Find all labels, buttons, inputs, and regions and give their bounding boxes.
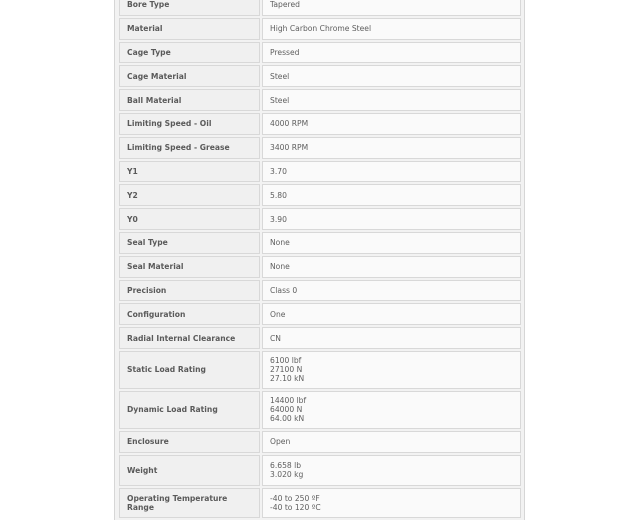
spec-value: [262, 89, 521, 111]
spec-value-line: 4000 RPM: [270, 119, 309, 129]
spec-value-line: 27.10 kN: [270, 374, 305, 384]
spec-value-line: 6.658 lb: [270, 461, 302, 471]
spec-label: Bore Type: [119, 0, 260, 16]
spec-value-line: Class 0: [270, 285, 298, 295]
spec-label: Material: [119, 18, 260, 40]
specifications-table: [117, 0, 523, 520]
spec-label: Y2: [119, 184, 260, 206]
spec-label: Operating Temperature Range: [119, 488, 260, 519]
spec-value-line: Open: [270, 437, 291, 447]
spec-value: [262, 42, 521, 64]
spec-value-line: One: [270, 309, 286, 319]
spec-value: [262, 303, 521, 325]
spec-label: Weight: [119, 455, 260, 486]
spec-label: Y1: [119, 161, 260, 183]
spec-value: [262, 256, 521, 278]
spec-label: Configuration: [119, 303, 260, 325]
spec-label: Precision: [119, 280, 260, 302]
spec-value-line: None: [270, 238, 290, 248]
spec-label: Cage Type: [119, 42, 260, 64]
spec-value: [262, 351, 521, 389]
spec-label: Dynamic Load Rating: [119, 391, 260, 429]
spec-value-line: CN: [270, 333, 281, 343]
spec-label: Enclosure: [119, 431, 260, 453]
spec-value-line: 27100 N: [270, 365, 303, 375]
spec-value-line: 5.80: [270, 190, 287, 200]
spec-value-line: 6100 lbf: [270, 356, 302, 366]
specifications-panel: [114, 0, 525, 520]
spec-label: Radial Internal Clearance: [119, 327, 260, 349]
spec-label: Y0: [119, 208, 260, 230]
spec-value: [262, 455, 521, 486]
spec-label: Ball Material: [119, 89, 260, 111]
spec-row-cage-material: [119, 65, 521, 87]
spec-value-line: -40 to 250 ºF: [270, 493, 320, 503]
spec-row-y0: [119, 208, 521, 230]
spec-value-line: 64000 N: [270, 405, 303, 415]
spec-value: [262, 208, 521, 230]
spec-row-limiting-speed-oil: [119, 113, 521, 135]
spec-label: Cage Material: [119, 65, 260, 87]
spec-value-line: None: [270, 262, 290, 272]
spec-value-line: Steel: [270, 95, 290, 105]
spec-row-configuration: [119, 303, 521, 325]
spec-row-precision: [119, 280, 521, 302]
spec-value: [262, 232, 521, 254]
spec-row-seal-material: [119, 256, 521, 278]
spec-row-enclosure: [119, 431, 521, 453]
spec-value-line: 3.90: [270, 214, 287, 224]
spec-label: Static Load Rating: [119, 351, 260, 389]
spec-row-static-load-rating: [119, 351, 521, 389]
spec-value: [262, 65, 521, 87]
spec-value: [262, 0, 521, 16]
spec-label: Limiting Speed - Grease: [119, 137, 260, 159]
spec-label: Seal Material: [119, 256, 260, 278]
spec-label: Limiting Speed - Oil: [119, 113, 260, 135]
spec-value-line: 3400 RPM: [270, 143, 309, 153]
spec-row-seal-type: [119, 232, 521, 254]
spec-value: [262, 280, 521, 302]
spec-value-line: Steel: [270, 71, 290, 81]
spec-row-weight: [119, 455, 521, 486]
spec-value-line: 3.70: [270, 166, 287, 176]
spec-value: [262, 184, 521, 206]
spec-value: [262, 327, 521, 349]
spec-value-line: High Carbon Chrome Steel: [270, 24, 372, 34]
spec-value-line: 14400 lbf: [270, 396, 307, 406]
spec-value: [262, 488, 521, 519]
spec-label: Seal Type: [119, 232, 260, 254]
spec-row-ball-material: [119, 89, 521, 111]
spec-row-dynamic-load-rating: [119, 391, 521, 429]
spec-value: [262, 431, 521, 453]
spec-value: [262, 391, 521, 429]
spec-value: [262, 137, 521, 159]
specifications-table-body: [119, 0, 521, 518]
spec-value: [262, 18, 521, 40]
spec-value-line: -40 to 120 ºC: [270, 502, 321, 512]
spec-value: [262, 113, 521, 135]
spec-row-material: [119, 18, 521, 40]
spec-value-line: Tapered: [270, 0, 300, 10]
spec-row-radial-internal-clearance: [119, 327, 521, 349]
spec-value: [262, 161, 521, 183]
spec-row-limiting-speed-grease: [119, 137, 521, 159]
spec-value-line: 64.00 kN: [270, 414, 305, 424]
spec-row-y2: [119, 184, 521, 206]
spec-row-bore-type: [119, 0, 521, 16]
spec-row-y1: [119, 161, 521, 183]
spec-value-line: Pressed: [270, 47, 300, 57]
spec-value-line: 3.020 kg: [270, 470, 304, 480]
spec-row-cage-type: [119, 42, 521, 64]
spec-row-operating-temperature-range: [119, 488, 521, 519]
